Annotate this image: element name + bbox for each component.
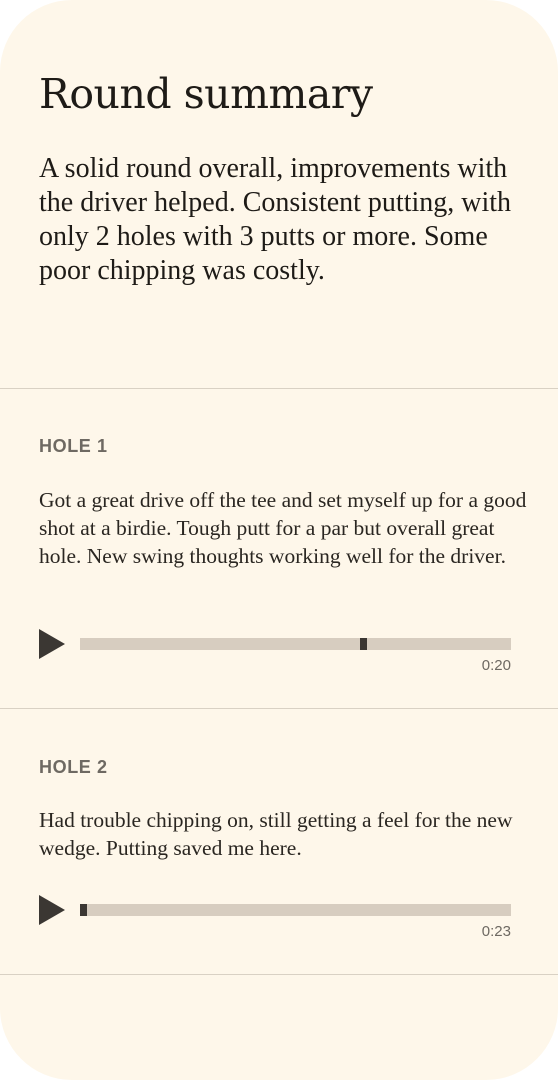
hole-label: HOLE 1 [39, 436, 108, 456]
audio-progress-thumb[interactable] [360, 638, 367, 650]
audio-progress-track[interactable] [80, 638, 511, 650]
hole-1-section [0, 389, 558, 708]
hole-note-text: Had trouble chipping on, still getting a feel for the new wedge. Putting saved me here. [39, 808, 513, 860]
audio-player [39, 895, 511, 925]
play-icon [39, 895, 65, 925]
summary-text: A solid round overall, improvements with the driver helped. Consistent putting, with only 2 holes with 3 putts or more. Some poor chipping was costly. [39, 153, 512, 286]
audio-progress-thumb[interactable] [80, 904, 87, 916]
hole-label: HOLE 2 [39, 757, 108, 777]
page-title: Round summary [39, 70, 373, 118]
play-button[interactable] [39, 895, 65, 925]
audio-player [39, 629, 511, 659]
hole-2-section [0, 709, 558, 974]
summary-section [0, 0, 558, 388]
play-icon [39, 629, 65, 659]
audio-duration: 0:20 [481, 657, 511, 674]
divider [0, 974, 558, 975]
hole-note-text: Got a great drive off the tee and set myself up for a good shot at a birdie. Tough putt for a par but overall great hole. New swing thoughts working well for the driver. [39, 488, 527, 568]
play-button[interactable] [39, 629, 65, 659]
audio-progress-track[interactable] [80, 904, 511, 916]
audio-duration: 0:23 [481, 923, 511, 940]
